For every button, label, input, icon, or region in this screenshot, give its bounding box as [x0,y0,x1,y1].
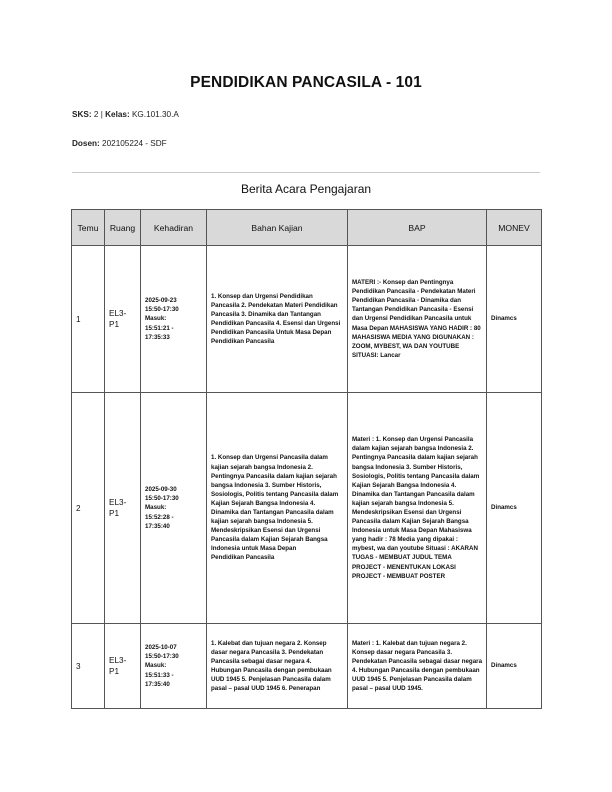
header-ruang: Ruang [105,210,141,246]
header-monev: MONEV [487,210,542,246]
course-meta-dosen [72,139,167,148]
header-bahan-kajian: Bahan Kajian [207,210,348,246]
cell-bap: Materi : 1. Konsep dan Urgensi Pancasila dalam kajian sejarah bangsa Indonesia 2. Pentingnya Pancasila dalam kajian sejarah bangsa Indonesia 3. Sumber Historis, Sosiologis, Politis tentang Pancasila dalam Kajian Sejarah Bangsa Indonesia 4. Dinamika dan Tantangan Pancasila dalam kajian sejarah bangsa Indonesia 5. Mendeskripsikan Esensi dan Urgensi Pancasila dalam Kajian Sejarah Bangsa Indonesia untuk Masa Depan Mahasiswa yang hadir : 78 Media yang dipakai : mybest, wa dan youtube Situasi : AKARAN TUGAS - MEMBUAT JUDUL TEMA PROJECT - MENENTUKAN LOKASI PROJECT - MEMBUAT POSTER [348,393,487,624]
cell-monev: Dinamcs [487,624,542,709]
cell-bahan-kajian: 1. Konsep dan Urgensi Pancasila dalam kajian sejarah bangsa Indonesia 2. Pentingnya Pancasila dalam kajian sejarah bangsa Indonesia 3. Sumber Historis, Sosiologis, Politis tentang Pancasila dalam Kajian Sejarah Bangsa Indonesia 4. Dinamika dan Tantangan Pancasila dalam kajian sejarah bangsa Indonesia 5. Mendeskripsikan Esensi dan Urgensi Pancasila dalam Kajian Sejarah Bangsa Indonesia untuk Masa Depan Pendidikan Pancasila [207,393,348,624]
header-kehadiran: Kehadiran [141,210,207,246]
cell-bap: Materi : 1. Kalebat dan tujuan negara 2. Konsep dasar negara Pancasila 3. Pendekatan Pancasila sebagai dasar negara 4. Hubungan Pancasila dengan pembukaan UUD 1945 5. Penjelasan Pancasila dalam pasal – pasal UUD 1945. [348,624,487,709]
cell-temu: 3 [72,624,105,709]
course-meta-sks-kelas [72,110,179,119]
table-row [72,624,542,709]
table-row [72,246,542,393]
cell-monev: Dinamcs [487,246,542,393]
kelas-label: Kelas: [105,110,130,119]
dosen-label: Dosen: [72,139,100,148]
sks-label: SKS: [72,110,92,119]
cell-bahan-kajian: 1. Konsep dan Urgensi Pendidikan Pancasila 2. Pendekatan Materi Pendidikan Pancasila 3. Dinamika dan Tantangan Pendidikan Pancasila 4. Esensi dan Urgensi Pendidikan Pancasila Untuk Masa Depan Pendidikan Pancasila [207,246,348,393]
cell-monev: Dinamcs [487,393,542,624]
table-row [72,393,542,624]
header-temu: Temu [72,210,105,246]
divider [72,172,540,173]
cell-kehadiran: 2025-10-07 15:50-17:30 Masuk: 15:51:33 - 17:35:40 [141,624,207,709]
dosen-value: 202105224 - SDF [102,139,167,148]
cell-ruang: EL3- P1 [105,393,141,624]
kelas-value: KG.101.30.A [131,110,179,119]
sks-value: 2 [93,110,99,119]
page-title: PENDIDIKAN PANCASILA - 101 [190,74,422,91]
cell-kehadiran: 2025-09-23 15:50-17:30 Masuk: 15:51:21 - 17:35:33 [141,246,207,393]
cell-ruang: EL3- P1 [105,624,141,709]
cell-bahan-kajian: 1. Kalebat dan tujuan negara 2. Konsep dasar negara Pancasila 3. Pendekatan Pancasila sebagai dasar negara 4. Hubungan Pancasila dengan pembukaan UUD 1945 5. Penjelasan Pancasila dalam pasal – pasal UUD 1945 6. Penerapan [207,624,348,709]
meta-separator: | [100,110,103,119]
cell-temu: 1 [72,246,105,393]
cell-ruang: EL3- P1 [105,246,141,393]
table-header-row [72,210,542,246]
bap-table [71,209,542,709]
cell-bap: MATERI :- Konsep dan Pentingnya Pendidikan Pancasila - Pendekatan Materi Pendidikan Pancasila - Dinamika dan Tantangan Pendidikan Pancasila - Esensi dan Urgensi Pendidikan Pancasila untuk Masa Depan MAHASISWA YANG HADIR : 80 MAHASISWA MEDIA YANG DIGUNAKAN : ZOOM, MYBEST, WA DAN YOUTUBE SITUASI: Lancar [348,246,487,393]
cell-kehadiran: 2025-09-30 15:50-17:30 Masuk: 15:52:28 - 17:35:40 [141,393,207,624]
header-bap: BAP [348,210,487,246]
cell-temu: 2 [72,393,105,624]
section-title: Berita Acara Pengajaran [240,182,372,196]
